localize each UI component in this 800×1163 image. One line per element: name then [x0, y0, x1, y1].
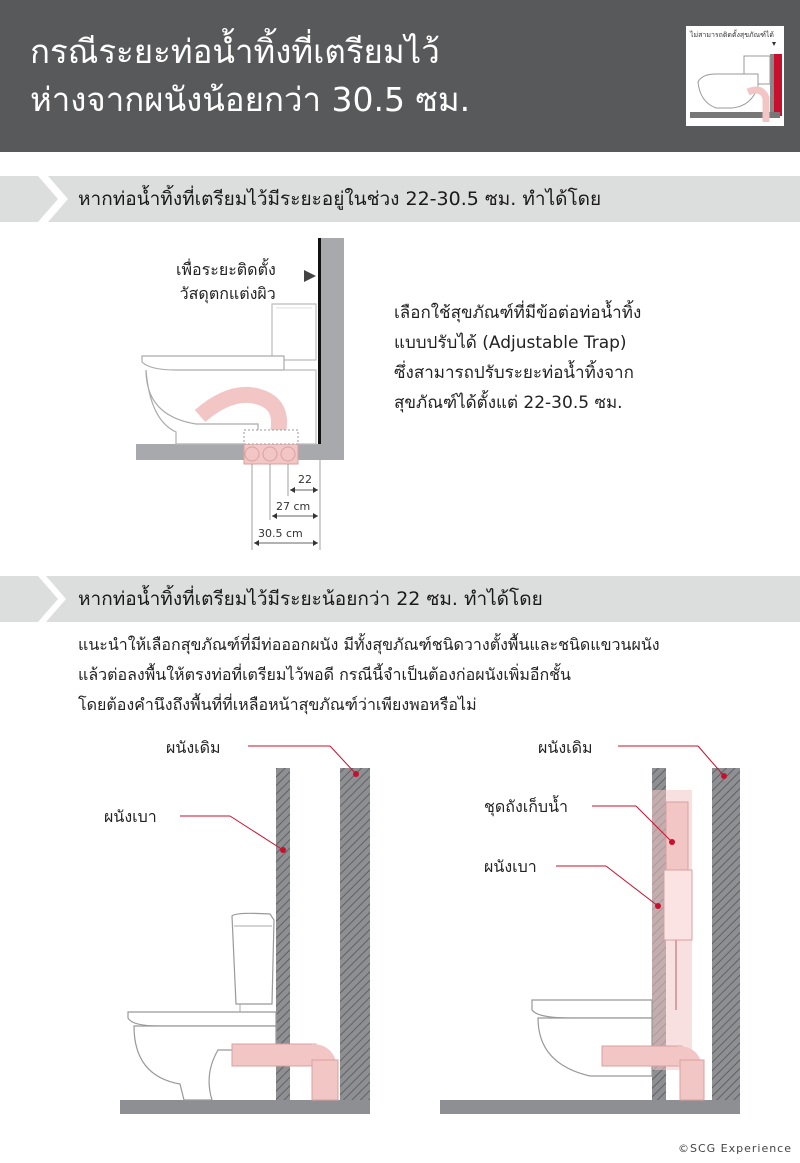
arrow-right-icon	[304, 270, 316, 282]
s2-desc-line-2: แล้วต่อลงพื้นให้ตรงท่อที่เตรียมไว้พอดี กรณีนี้จำเป็นต้องก่อผนังเพิ่มอีกชั้น	[78, 665, 571, 684]
finish-label-line-1: เพื่อระยะติดตั้ง	[176, 260, 276, 279]
section2-band	[0, 576, 800, 622]
copyright: ©SCG Experience	[677, 1142, 792, 1155]
page-title	[30, 28, 470, 124]
dim-30-5: 30.5 cm	[258, 527, 303, 540]
floor	[136, 444, 344, 460]
title-line-1: กรณีระยะท่อน้ำทิ้งที่เตรียมไว้	[30, 32, 440, 71]
existing-wall	[340, 768, 370, 1114]
left-existing-wall-label: ผนังเดิม	[166, 738, 221, 757]
wall	[318, 238, 344, 448]
finish-label-line-2: วัสดุตกแต่งผิว	[179, 284, 276, 303]
desc-line-2: แบบปรับได้ (Adjustable Trap)	[394, 333, 627, 353]
s2-desc-line-3: โดยต้องคำนึงถึงพื้นที่ที่เหลือหน้าสุขภัณฑ์ว่าเพียงพอหรือไม่	[78, 695, 477, 714]
right-light-wall-label: ผนังเบา	[484, 857, 537, 876]
header-thumbnail	[686, 26, 784, 126]
section1-heading: หากท่อน้ำทิ้งที่เตรียมไว้มีระยะอยู่ในช่วง 22-30.5 ซม. ทำได้โดย	[78, 188, 602, 210]
desc-line-3: ซึ่งสามารถปรับระยะท่อน้ำทิ้งจาก	[394, 363, 634, 383]
s2-desc-line-1: แนะนำให้เลือกสุขภัณฑ์ที่มีท่อออกผนัง มีทั้งสุขภัณฑ์ชนิดวางตั้งพื้นและชนิดแขวนผนัง	[78, 635, 660, 654]
wall-outlet-diagrams	[0, 730, 800, 1130]
floor-mounted-diagram	[120, 746, 370, 1114]
floor	[120, 1100, 370, 1114]
thumb-label: ไม่สามารถติดตั้งสุขภัณฑ์ได้	[690, 31, 774, 39]
dim-22: 22	[298, 473, 312, 486]
chevron-right-icon	[0, 176, 70, 222]
existing-wall	[712, 768, 740, 1114]
left-light-wall-label: ผนังเบา	[104, 807, 157, 826]
desc-line-4: สุขภัณฑ์ได้ตั้งแต่ 22-30.5 ซม.	[394, 393, 623, 413]
right-existing-wall-label: ผนังเดิม	[538, 738, 593, 757]
right-tank-set-label: ชุดถังเก็บน้ำ	[484, 797, 568, 816]
thumb-illustration	[686, 26, 784, 126]
finish-space-label	[176, 258, 276, 306]
desc-line-1: เลือกใช้สุขภัณฑ์ที่มีข้อต่อท่อน้ำทิ้ง	[394, 303, 642, 323]
section2-heading: หากท่อน้ำทิ้งที่เตรียมไว้มีระยะน้อยกว่า 22 ซม. ทำได้โดย	[78, 588, 543, 610]
section1-band	[0, 176, 800, 222]
section2-description	[78, 630, 660, 720]
floor	[440, 1100, 740, 1114]
section1-description	[394, 298, 641, 418]
title-line-2: ห่างจากผนังน้อยกว่า 30.5 ซม.	[30, 80, 471, 119]
header-banner	[0, 0, 800, 152]
dim-27: 27 cm	[276, 500, 311, 513]
chevron-right-icon	[0, 576, 70, 622]
